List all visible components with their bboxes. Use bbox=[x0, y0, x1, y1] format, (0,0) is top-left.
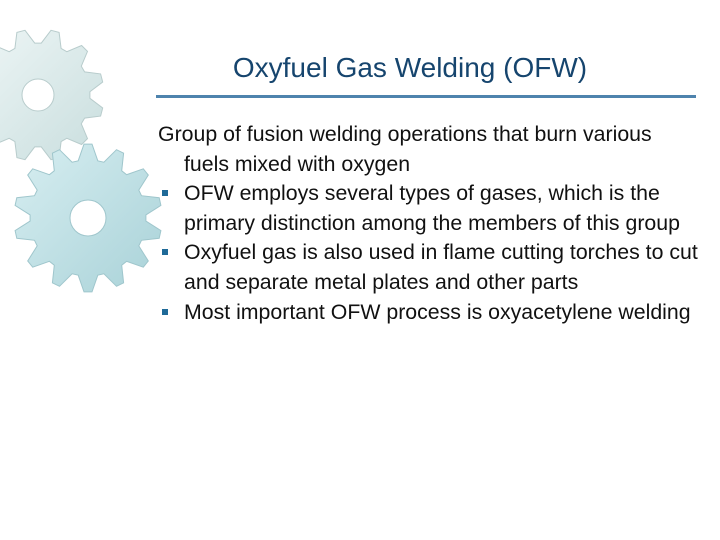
gear-hub bbox=[70, 200, 106, 236]
square-bullet-icon bbox=[162, 249, 168, 255]
slide-title: Oxyfuel Gas Welding (OFW) bbox=[232, 52, 588, 83]
bullet-list bbox=[158, 179, 698, 327]
bullet-item bbox=[158, 238, 698, 297]
bullet-item bbox=[158, 298, 698, 328]
title-divider bbox=[156, 95, 696, 98]
square-bullet-icon bbox=[162, 309, 168, 315]
square-bullet-icon bbox=[162, 190, 168, 196]
slide-body bbox=[158, 120, 698, 327]
bullet-text: OFW employs several types of gases, which is the primary distinction among the members of this group bbox=[184, 181, 680, 235]
bullet-item bbox=[158, 179, 698, 238]
bullet-text: Most important OFW process is oxyacetylene welding bbox=[184, 299, 691, 324]
gears-decoration bbox=[0, 0, 170, 330]
bullet-text: Oxyfuel gas is also used in flame cutting torches to cut and separate metal plates and other parts bbox=[184, 240, 698, 294]
gear-icon bbox=[15, 144, 161, 292]
gear-icon bbox=[0, 30, 103, 159]
lead-paragraph: Group of fusion welding operations that burn various fuels mixed with oxygen bbox=[158, 122, 652, 176]
gear-hub bbox=[22, 79, 54, 111]
